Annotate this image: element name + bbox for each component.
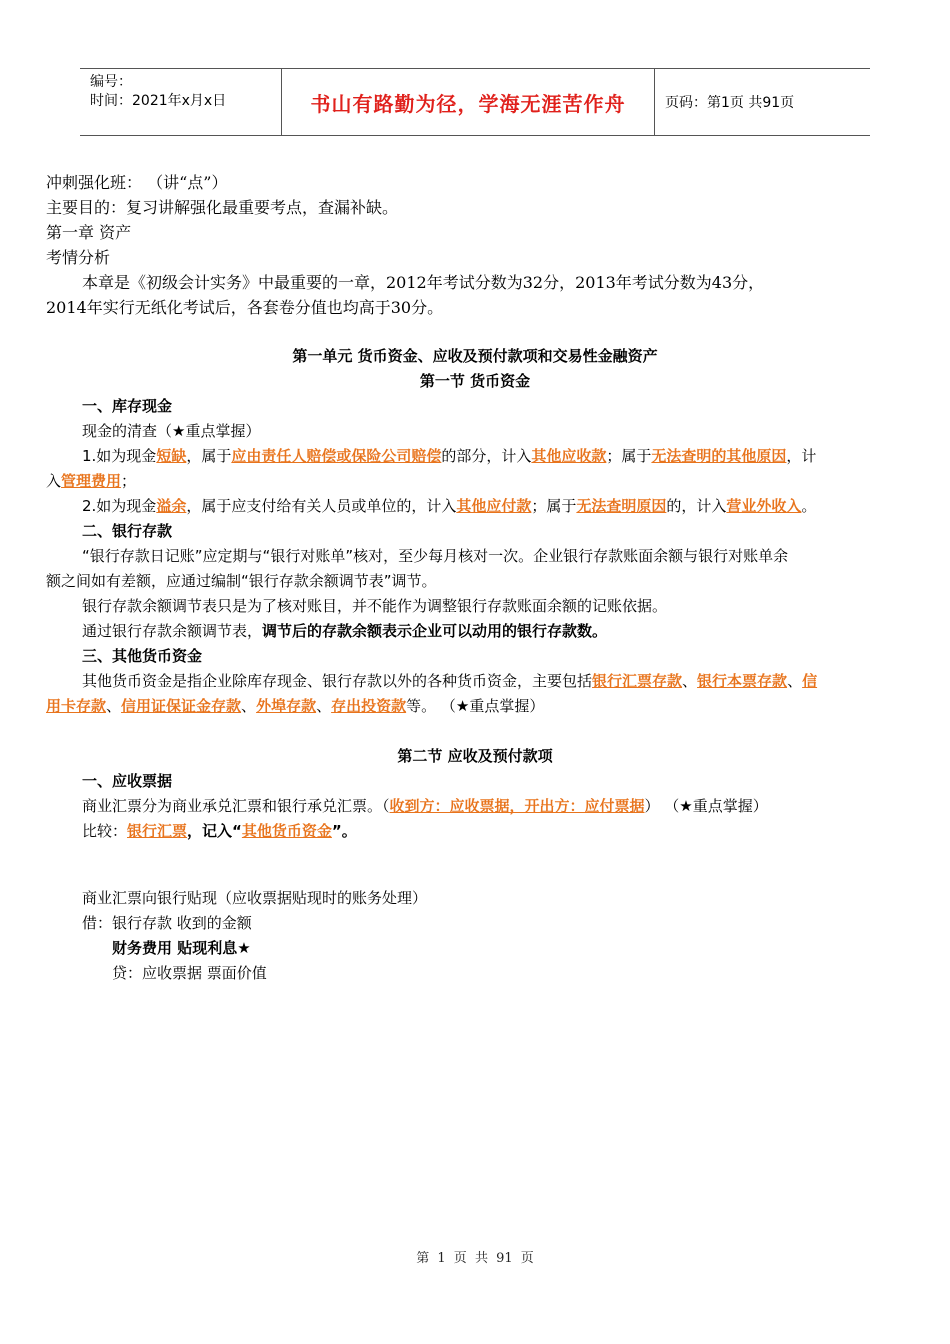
- header-page-info: 页码：第1页 共91页: [665, 95, 795, 111]
- cash-surplus-line: 2.如为现金溢余，属于应支付给有关人员或单位的，计入其他应付款；属于无法查明原因的，计入营业外收入。: [82, 497, 817, 515]
- section-1-title: 第一节 货币资金: [419, 372, 531, 390]
- highlight-other-monetary-funds: 其他货币资金: [241, 822, 332, 840]
- header-motto: 书山有路勤为径，学海无涯苦作舟: [282, 69, 655, 135]
- intro-paragraph-line-2: 2014年实行无纸化考试后，各套卷分值也均高于30分。: [46, 298, 444, 317]
- highlight-out-of-town-deposit: 外埠存款: [256, 697, 317, 715]
- bank-para-line-3: 银行存款余额调节表只是为了核对账目，并不能作为调整银行存款账面余额的记账依据。: [82, 597, 668, 615]
- discount-heading: 商业汇票向银行贴现（应收票据贴现时的账务处理）: [82, 889, 428, 907]
- commercial-draft-line: 商业汇票分为商业承兑汇票和银行承兑汇票。（收到方：应收票据，开出方：应付票据） （★重点掌握）: [82, 797, 768, 815]
- header-number-label: 编号：: [90, 74, 132, 90]
- other-funds-line-2: 用卡存款、信用证保证金存款、外埠存款、存出投资款等。 （★重点掌握）: [46, 697, 545, 715]
- intro-paragraph-line-1: 本章是《初级会计实务》中最重要的一章，2012年考试分数为32分，2013年考试分数为43分，: [82, 273, 765, 292]
- journal-debit-line: 借：银行存款 收到的金额: [82, 914, 252, 932]
- footer-total-pages: 91: [496, 1251, 513, 1266]
- compare-line: 比较：银行汇票，记入“其他货币资金”。: [82, 822, 357, 840]
- highlight-bank-draft: 银行汇票: [127, 822, 188, 840]
- cash-check-line: 现金的清查（★重点掌握）: [82, 422, 261, 440]
- heading-cash: 一、库存现金: [82, 397, 173, 415]
- intro-chapter: 第一章 资产: [46, 223, 132, 242]
- journal-finance-expense-line: 财务费用 贴现利息★: [112, 939, 251, 957]
- highlight-nonoperating-income: 营业外收入: [726, 497, 802, 515]
- section-2-title: 第二节 应收及预付款项: [397, 747, 553, 765]
- highlight-admin-expense: 管理费用: [61, 472, 122, 490]
- highlight-credit-card-start: 信: [802, 672, 818, 690]
- highlight-unknown-reason: 无法查明的其他原因: [651, 447, 787, 465]
- highlight-investment-deposit: 存出投资款: [331, 697, 407, 715]
- page-header: [80, 68, 870, 136]
- highlight-lc-deposit: 信用证保证金存款: [121, 697, 242, 715]
- bank-para-line-4: 通过银行存款余额调节表，调节后的存款余额表示企业可以动用的银行存款数。: [82, 622, 608, 640]
- heading-other-funds: 三、其他货币资金: [82, 647, 203, 665]
- highlight-other-receivables: 其他应收款: [531, 447, 607, 465]
- highlight-liable-party: 应由责任人赔偿或保险公司赔偿: [231, 447, 442, 465]
- other-funds-line-1: 其他货币资金是指企业除库存现金、银行存款以外的各种货币资金，主要包括银行汇票存款、银行本票存款、信: [82, 672, 818, 690]
- page-footer: 第 1 页 共 91 页: [416, 1251, 534, 1266]
- unit-title: 第一单元 货币资金、应收及预付款项和交易性金融资产: [292, 347, 658, 365]
- heading-bank-deposit: 二、银行存款: [82, 522, 173, 540]
- cash-shortage-line: 1.如为现金短缺，属于应由责任人赔偿或保险公司赔偿的部分，计入其他应收款；属于无法查明的其他原因，计: [82, 447, 817, 465]
- intro-analysis-heading: 考情分析: [46, 248, 111, 267]
- header-time-label: 时间：2021年x月x日: [90, 93, 227, 109]
- bank-para-line-2: 额之间如有差额，应通过编制“银行存款余额调节表”调节。: [46, 572, 437, 590]
- intro-line-1: 冲刺强化班： （讲“点”）: [46, 173, 228, 192]
- footer-page-number: 1: [437, 1251, 446, 1266]
- highlight-shortage: 短缺: [156, 447, 187, 465]
- highlight-receiver-issuer: 收到方：应收票据，开出方：应付票据: [389, 797, 645, 815]
- heading-notes-receivable: 一、应收票据: [82, 772, 173, 790]
- bold-adjusted-balance: 调节后的存款余额表示企业可以动用的银行存款数。: [262, 622, 608, 640]
- highlight-cashier-order-deposit: 银行本票存款: [697, 672, 788, 690]
- intro-line-2: 主要目的：复习讲解强化最重要考点，查漏补缺。: [46, 198, 399, 217]
- highlight-unknown-cause: 无法查明原因: [576, 497, 667, 515]
- highlight-surplus: 溢余: [156, 497, 187, 515]
- cash-shortage-line-cont: 入管理费用；: [46, 472, 137, 490]
- header-left-cell: [80, 69, 282, 135]
- highlight-other-payables: 其他应付款: [456, 497, 532, 515]
- bank-para-line-1: “银行存款日记账”应定期与“银行对账单”核对，至少每月核对一次。企业银行存款账面余额与银行对账单余: [82, 547, 789, 565]
- highlight-bank-draft-deposit: 银行汇票存款: [592, 672, 683, 690]
- journal-credit-line: 贷：应收票据 票面价值: [112, 964, 267, 982]
- highlight-credit-card-end: 用卡存款: [46, 697, 107, 715]
